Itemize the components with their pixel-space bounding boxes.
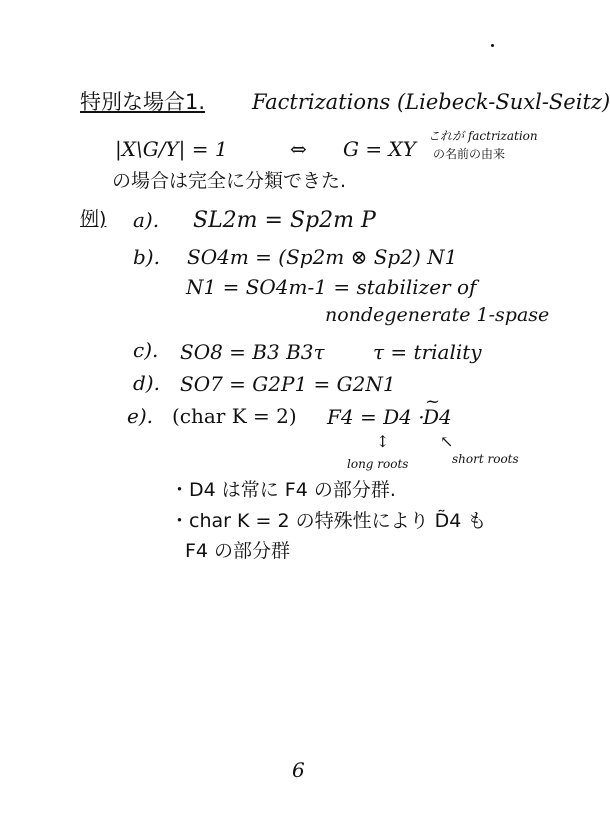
condition-note-1: これが factrization [428, 129, 538, 143]
long-roots-label: long roots [347, 457, 409, 471]
page-number: 6 [292, 758, 305, 782]
example-c-note: τ = triality [373, 340, 482, 364]
example-a-text: SL2m = Sp2m P [193, 208, 376, 233]
long-roots-arrow-icon: ↕ [376, 432, 390, 451]
example-e-tilde-d4 [423, 407, 452, 427]
example-d-label: d). [133, 371, 160, 395]
condition-lhs: |X\G/Y| = 1 [115, 137, 228, 161]
bullet-1: ・D4 は常に F4 の部分群. [170, 479, 396, 501]
short-roots-label: short roots [452, 452, 519, 466]
heading-jp: 特別な場合1. [80, 90, 206, 114]
example-b-line3: nondegenerate 1-spase [325, 304, 550, 326]
short-roots-arrow-icon: ↖ [440, 432, 454, 451]
speck-mark [491, 44, 494, 47]
example-b-text: SO4m = (Sp2m ⊗ Sp2) N1 [187, 245, 458, 269]
example-c-label: c). [133, 338, 159, 362]
bullet-3: F4 の部分群 [185, 540, 291, 562]
example-e-lhs: F4 = D4 · [327, 405, 425, 429]
condition-iff: ⇔ [290, 137, 307, 161]
bullet-2: ・char K = 2 の特殊性により D̃4 も [170, 510, 487, 532]
example-b-line2: N1 = SO4m-1 = stabilizer of [186, 275, 477, 299]
example-b-label: b). [133, 245, 160, 269]
examples-label: 例) [80, 208, 107, 230]
example-d-text: SO7 = G2P1 = G2N1 [180, 372, 396, 396]
tilde-d4: ~ D4 [423, 407, 452, 427]
heading-en: Factrizations (Liebeck-Suxl-Seitz) [252, 90, 610, 114]
condition-rhs: G = XY [343, 137, 416, 161]
example-e-condition: (char K = 2) [172, 404, 297, 428]
classified-text: の場合は完全に分類できた. [112, 170, 347, 192]
example-c-text: SO8 = B3 B3τ [180, 340, 325, 364]
condition-note-2: の名前の由来 [433, 147, 506, 161]
example-a-label: a). [133, 208, 160, 232]
example-e-label: e). [127, 404, 153, 428]
